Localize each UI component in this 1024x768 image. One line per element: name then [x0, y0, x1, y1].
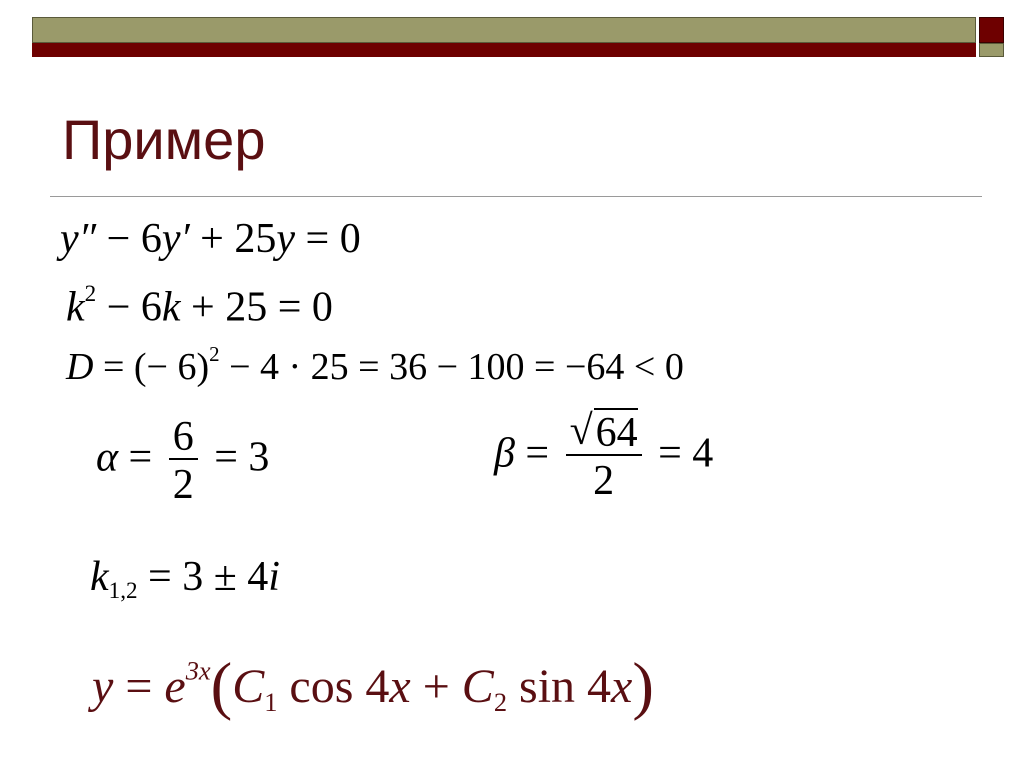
char-k2: k — [161, 284, 181, 331]
equation-characteristic — [66, 282, 333, 329]
radix-sign: √ — [569, 408, 593, 454]
sol-c2: C — [461, 659, 494, 713]
ode-term-y: y — [276, 216, 296, 262]
sol-sub1: 1 — [264, 687, 278, 718]
alpha-fraction — [169, 416, 198, 506]
sol-sin: sin 4 — [507, 659, 612, 713]
sol-plus: + — [410, 659, 462, 713]
char-sup: 2 — [84, 280, 97, 306]
equation-alpha — [96, 416, 269, 506]
sol-sub2: 2 — [493, 687, 508, 718]
disc-part1: = (− 6) — [93, 345, 210, 388]
alpha-den: 2 — [169, 458, 198, 506]
disc-part2: − 4 · 25 = 36 − 100 = −64 < 0 — [219, 345, 684, 388]
header-red-square — [979, 17, 1004, 43]
beta-den: 2 — [566, 454, 642, 502]
char-k: k — [66, 284, 85, 331]
disc-d: D — [66, 345, 94, 388]
roots-i: i — [268, 554, 280, 600]
roots-rest: = 3 ± 4 — [137, 554, 269, 600]
sol-exp: 3x — [185, 655, 211, 686]
char-rest2: + 25 = 0 — [180, 284, 333, 331]
roots-k: k — [90, 554, 109, 600]
equation-beta — [494, 408, 714, 504]
ode-term-y2: y″ — [60, 216, 97, 262]
sol-x1: x — [389, 659, 411, 713]
ode-term-6: − 6 — [96, 216, 162, 262]
sol-x2: x — [611, 659, 633, 713]
beta-result: = 4 — [647, 430, 714, 477]
equation-discriminant — [66, 344, 684, 386]
roots-sub: 1,2 — [108, 577, 138, 604]
beta-radicand: 64 — [595, 410, 638, 456]
title-underline — [50, 196, 982, 197]
sol-y: y — [92, 659, 114, 713]
equation-ode — [60, 218, 361, 260]
slide-title: Пример — [62, 108, 266, 171]
alpha-num: 6 — [172, 414, 194, 460]
sol-e: e — [164, 659, 186, 713]
beta-fraction — [566, 408, 642, 504]
sqrt-icon — [569, 408, 638, 456]
header-olive-square — [979, 43, 1004, 57]
sol-cos: cos 4 — [277, 659, 390, 713]
alpha-symbol: α — [96, 434, 119, 481]
sol-close-paren: ) — [632, 650, 654, 722]
header-olive-bar — [32, 17, 976, 43]
disc-sup: 2 — [209, 342, 220, 366]
sol-eq: = — [113, 659, 165, 713]
sol-c1: C — [232, 659, 265, 713]
beta-eq: = — [514, 430, 560, 477]
sol-open-paren: ( — [210, 650, 233, 722]
beta-num-wrap — [566, 408, 642, 456]
char-rest1: − 6 — [96, 284, 162, 331]
header-red-bar — [32, 43, 976, 57]
ode-term-eq0: = 0 — [295, 216, 361, 262]
alpha-eq: = — [118, 434, 163, 481]
ode-term-25: + 25 — [189, 216, 277, 262]
equation-solution — [92, 650, 654, 722]
equation-roots — [90, 556, 280, 602]
beta-symbol: β — [494, 430, 515, 477]
ode-term-y1: y′ — [161, 216, 190, 262]
alpha-result: = 3 — [203, 434, 270, 481]
